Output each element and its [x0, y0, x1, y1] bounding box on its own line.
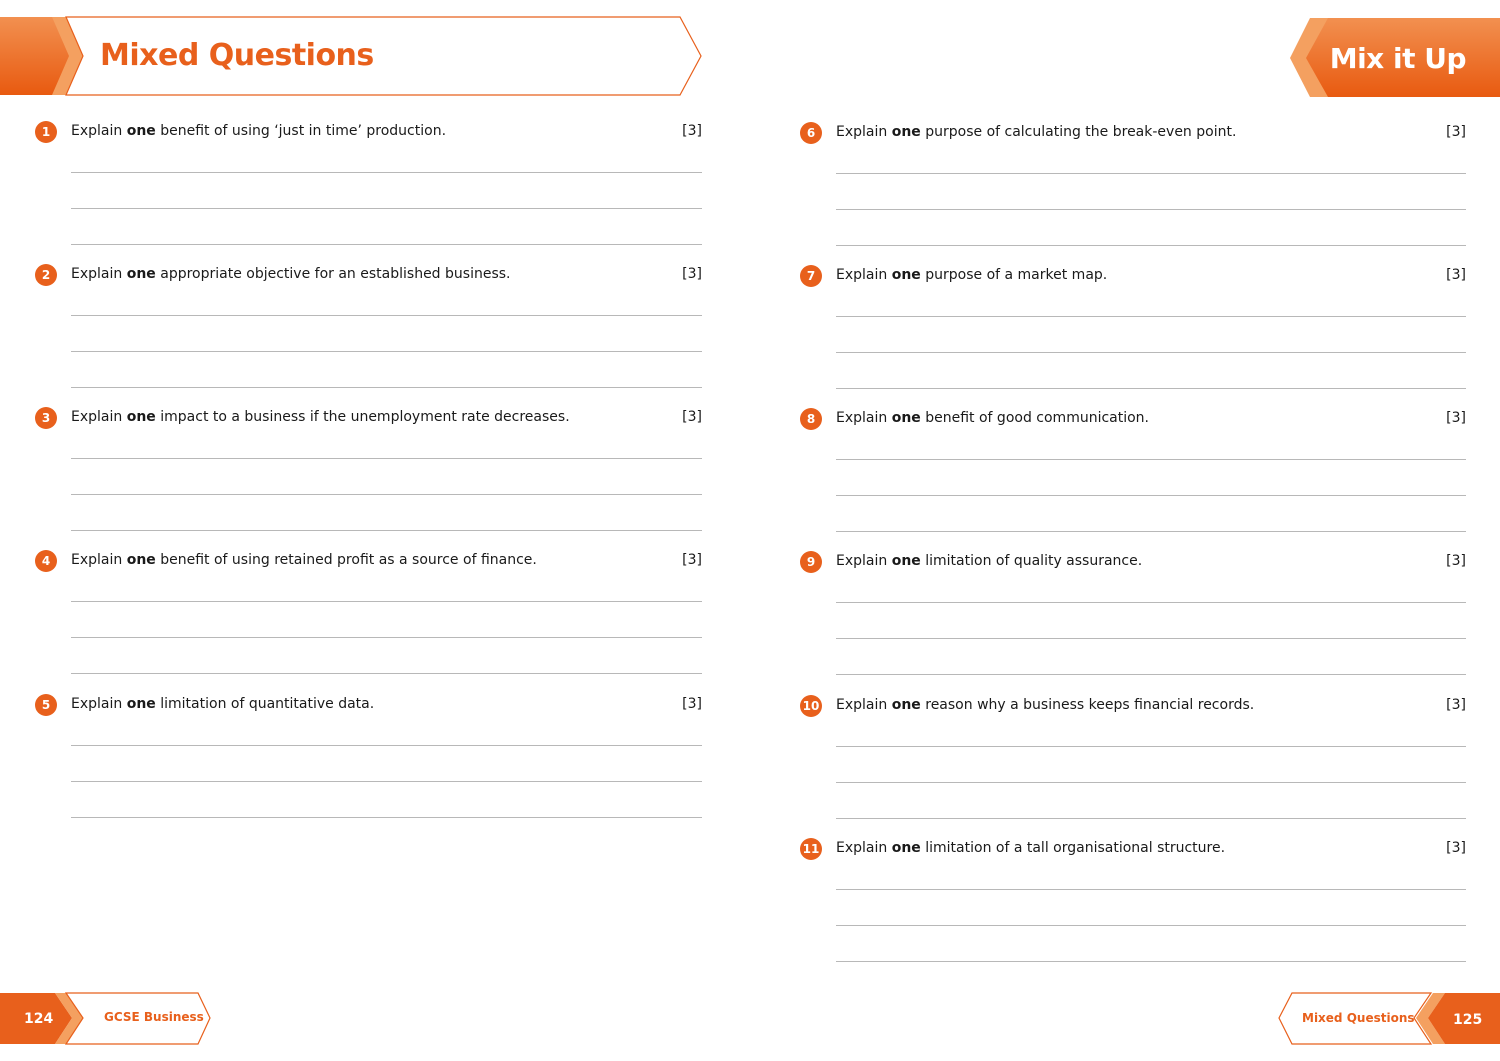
question-number: 6 — [800, 122, 822, 144]
question-text-pre: Explain — [836, 124, 892, 140]
question-text — [71, 123, 446, 139]
answer-line[interactable] — [836, 746, 1466, 747]
answer-line[interactable] — [71, 244, 702, 245]
question-text — [836, 124, 1236, 140]
answer-line[interactable] — [836, 818, 1466, 819]
answer-line[interactable] — [836, 495, 1466, 496]
question-text-post: limitation of quality assurance. — [920, 553, 1143, 569]
question-marks: [3] — [1446, 697, 1466, 713]
question-text-pre: Explain — [71, 552, 127, 568]
question-item — [800, 408, 1466, 538]
question-text-emphasis: one — [126, 696, 156, 712]
question-text-emphasis: one — [891, 124, 921, 140]
answer-line[interactable] — [836, 638, 1466, 639]
answer-line[interactable] — [71, 172, 702, 173]
answer-line[interactable] — [71, 494, 702, 495]
question-number: 4 — [35, 550, 57, 572]
question-text — [836, 697, 1254, 713]
question-text-emphasis: one — [891, 267, 921, 283]
answer-line[interactable] — [836, 209, 1466, 210]
question-item — [35, 264, 702, 394]
question-marks: [3] — [1446, 124, 1466, 140]
answer-line[interactable] — [836, 961, 1466, 962]
question-text — [71, 552, 537, 568]
question-text-pre: Explain — [836, 840, 892, 856]
question-text-pre: Explain — [71, 409, 127, 425]
answer-line[interactable] — [836, 459, 1466, 460]
question-number: 2 — [35, 264, 57, 286]
question-item — [35, 121, 702, 251]
question-marks: [3] — [682, 552, 702, 568]
answer-line[interactable] — [836, 316, 1466, 317]
left-footer-label: GCSE Business — [104, 1010, 204, 1024]
question-text-post: benefit of using retained profit as a source of finance. — [155, 552, 537, 568]
question-text-pre: Explain — [71, 266, 127, 282]
question-text-emphasis: one — [126, 409, 156, 425]
question-item — [800, 551, 1466, 681]
question-text-post: reason why a business keeps financial records. — [920, 697, 1255, 713]
question-marks: [3] — [682, 696, 702, 712]
question-text-pre: Explain — [836, 553, 892, 569]
question-item — [35, 694, 702, 824]
question-marks: [3] — [682, 266, 702, 282]
question-text-pre: Explain — [836, 410, 892, 426]
question-text-post: purpose of a market map. — [920, 267, 1108, 283]
question-text-emphasis: one — [891, 553, 921, 569]
answer-line[interactable] — [71, 601, 702, 602]
right-page-number: 125 — [1453, 1012, 1483, 1028]
answer-line[interactable] — [71, 387, 702, 388]
question-marks: [3] — [682, 123, 702, 139]
question-text — [71, 409, 570, 425]
question-number: 1 — [35, 121, 57, 143]
question-item — [800, 695, 1466, 825]
answer-line[interactable] — [836, 173, 1466, 174]
answer-line[interactable] — [71, 637, 702, 638]
answer-line[interactable] — [71, 745, 702, 746]
question-marks: [3] — [682, 409, 702, 425]
question-text — [71, 696, 374, 712]
question-text-post: benefit of using ‘just in time’ production. — [155, 123, 447, 139]
question-text-emphasis: one — [891, 697, 921, 713]
answer-line[interactable] — [836, 782, 1466, 783]
question-marks: [3] — [1446, 410, 1466, 426]
question-text — [836, 410, 1149, 426]
answer-line[interactable] — [71, 208, 702, 209]
answer-line[interactable] — [71, 315, 702, 316]
question-number: 7 — [800, 265, 822, 287]
answer-line[interactable] — [71, 458, 702, 459]
answer-line[interactable] — [71, 781, 702, 782]
answer-line[interactable] — [836, 388, 1466, 389]
question-number: 5 — [35, 694, 57, 716]
question-item — [35, 550, 702, 680]
answer-line[interactable] — [836, 925, 1466, 926]
question-text — [71, 266, 511, 282]
page-title: Mixed Questions — [100, 38, 374, 73]
question-item — [800, 838, 1466, 968]
question-text-pre: Explain — [71, 696, 127, 712]
question-item — [35, 407, 702, 537]
answer-line[interactable] — [71, 673, 702, 674]
question-number: 9 — [800, 551, 822, 573]
section-tab-label: Mix it Up — [1329, 42, 1466, 75]
answer-line[interactable] — [836, 602, 1466, 603]
question-marks: [3] — [1446, 553, 1466, 569]
question-marks: [3] — [1446, 267, 1466, 283]
question-text-pre: Explain — [836, 267, 892, 283]
question-text-post: limitation of quantitative data. — [155, 696, 375, 712]
question-text-pre: Explain — [836, 697, 892, 713]
answer-line[interactable] — [71, 351, 702, 352]
question-text — [836, 267, 1107, 283]
question-text-post: appropriate objective for an established business. — [155, 266, 511, 282]
question-text-emphasis: one — [126, 123, 156, 139]
question-text — [836, 840, 1225, 856]
question-text-post: purpose of calculating the break-even point. — [920, 124, 1237, 140]
question-text — [836, 553, 1142, 569]
question-text-post: impact to a business if the unemployment rate decreases. — [155, 409, 570, 425]
question-number: 10 — [800, 695, 822, 717]
question-number: 8 — [800, 408, 822, 430]
question-text-emphasis: one — [891, 840, 921, 856]
question-text-pre: Explain — [71, 123, 127, 139]
left-page-number: 124 — [24, 1011, 54, 1027]
question-text-post: benefit of good communication. — [920, 410, 1150, 426]
answer-line[interactable] — [836, 531, 1466, 532]
question-text-emphasis: one — [891, 410, 921, 426]
question-number: 11 — [800, 838, 822, 860]
answer-line[interactable] — [836, 674, 1466, 675]
answer-line[interactable] — [71, 530, 702, 531]
question-marks: [3] — [1446, 840, 1466, 856]
question-item — [800, 265, 1466, 395]
question-item — [800, 122, 1466, 252]
answer-line[interactable] — [836, 245, 1466, 246]
question-text-emphasis: one — [126, 552, 156, 568]
right-footer-label: Mixed Questions — [1302, 1011, 1415, 1025]
question-text-post: limitation of a tall organisational structure. — [920, 840, 1226, 856]
question-text-emphasis: one — [126, 266, 156, 282]
answer-line[interactable] — [836, 889, 1466, 890]
question-number: 3 — [35, 407, 57, 429]
answer-line[interactable] — [71, 817, 702, 818]
answer-line[interactable] — [836, 352, 1466, 353]
